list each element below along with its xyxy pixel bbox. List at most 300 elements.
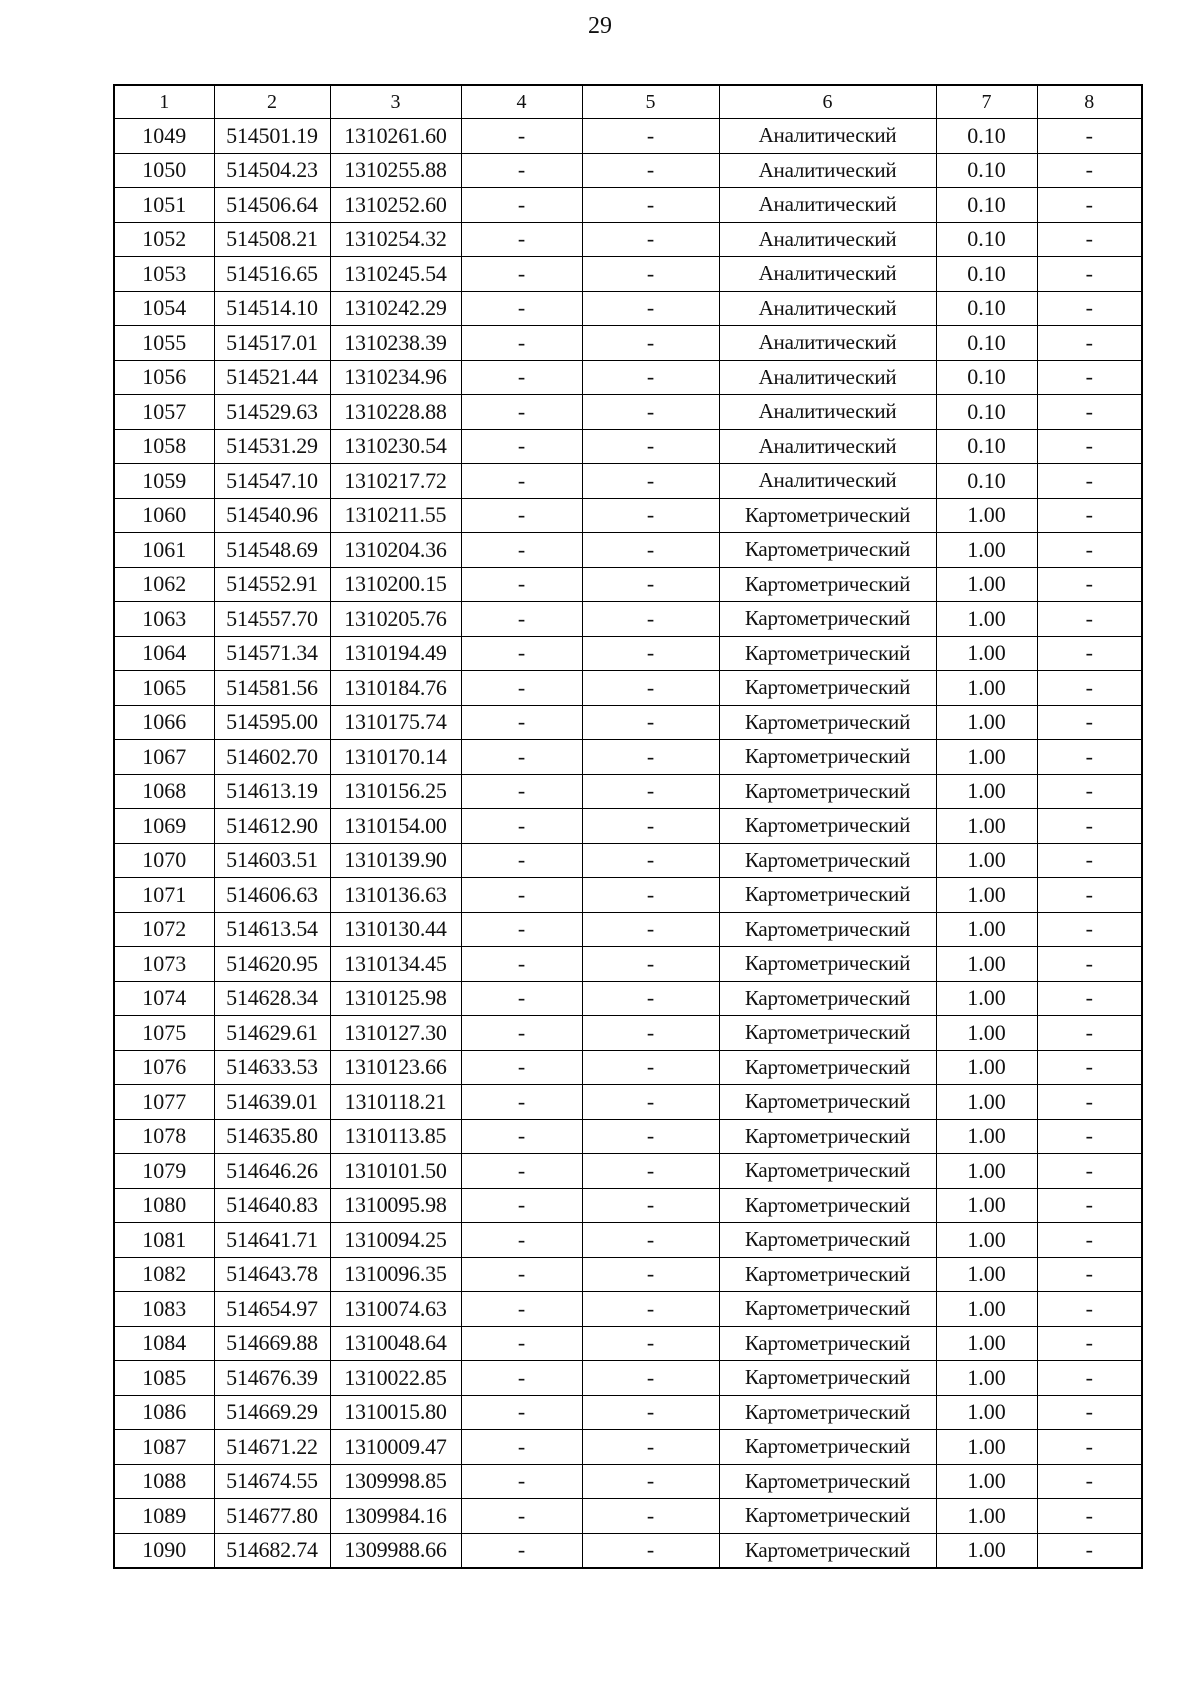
column-4-cell: - [461, 1016, 582, 1051]
x-coordinate-cell: 514501.19 [214, 119, 330, 154]
column-5-cell: - [582, 809, 719, 844]
y-coordinate-cell: 1310254.32 [330, 222, 461, 257]
x-coordinate-cell: 514506.64 [214, 188, 330, 223]
table-row [114, 1395, 1142, 1430]
column-5-cell: - [582, 878, 719, 913]
y-coordinate-cell: 1310252.60 [330, 188, 461, 223]
point-number-cell: 1084 [114, 1326, 214, 1361]
column-4-cell: - [461, 222, 582, 257]
table-row [114, 947, 1142, 982]
method-cell: Картометрический [719, 1326, 936, 1361]
method-cell: Картометрический [719, 1464, 936, 1499]
method-cell: Картометрический [719, 1361, 936, 1396]
method-cell: Аналитический [719, 291, 936, 326]
column-8-cell: - [1037, 809, 1142, 844]
y-coordinate-cell: 1310261.60 [330, 119, 461, 154]
column-5-cell: - [582, 153, 719, 188]
y-coordinate-cell: 1310096.35 [330, 1257, 461, 1292]
y-coordinate-cell: 1310113.85 [330, 1119, 461, 1154]
accuracy-cell: 1.00 [936, 1464, 1037, 1499]
x-coordinate-cell: 514571.34 [214, 636, 330, 671]
method-cell: Картометрический [719, 533, 936, 568]
y-coordinate-cell: 1310139.90 [330, 843, 461, 878]
method-cell: Аналитический [719, 464, 936, 499]
y-coordinate-cell: 1310130.44 [330, 912, 461, 947]
accuracy-cell: 1.00 [936, 1361, 1037, 1396]
x-coordinate-cell: 514628.34 [214, 981, 330, 1016]
column-5-cell: - [582, 1395, 719, 1430]
x-coordinate-cell: 514547.10 [214, 464, 330, 499]
y-coordinate-cell: 1309998.85 [330, 1464, 461, 1499]
column-5-cell: - [582, 1533, 719, 1568]
column-8-cell: - [1037, 1361, 1142, 1396]
accuracy-cell: 1.00 [936, 1085, 1037, 1120]
accuracy-cell: 1.00 [936, 567, 1037, 602]
column-4-cell: - [461, 1223, 582, 1258]
column-5-cell: - [582, 1430, 719, 1465]
point-number-cell: 1062 [114, 567, 214, 602]
column-8-cell: - [1037, 843, 1142, 878]
y-coordinate-cell: 1310094.25 [330, 1223, 461, 1258]
point-number-cell: 1083 [114, 1292, 214, 1327]
column-8-cell: - [1037, 878, 1142, 913]
column-5-cell: - [582, 636, 719, 671]
column-4-cell: - [461, 464, 582, 499]
column-5-cell: - [582, 981, 719, 1016]
y-coordinate-cell: 1310095.98 [330, 1188, 461, 1223]
table-row [114, 843, 1142, 878]
column-4-cell: - [461, 878, 582, 913]
method-cell: Аналитический [719, 395, 936, 430]
column-8-cell: - [1037, 360, 1142, 395]
column-4-cell: - [461, 1050, 582, 1085]
accuracy-cell: 1.00 [936, 1016, 1037, 1051]
column-8-cell: - [1037, 1395, 1142, 1430]
column-4-cell: - [461, 602, 582, 637]
table-row [114, 498, 1142, 533]
column-5-cell: - [582, 395, 719, 430]
x-coordinate-cell: 514669.29 [214, 1395, 330, 1430]
accuracy-cell: 1.00 [936, 636, 1037, 671]
table-row [114, 222, 1142, 257]
table-row [114, 326, 1142, 361]
table-row [114, 1016, 1142, 1051]
x-coordinate-cell: 514606.63 [214, 878, 330, 913]
column-5-cell: - [582, 533, 719, 568]
table-row [114, 257, 1142, 292]
column-5-cell: - [582, 602, 719, 637]
accuracy-cell: 1.00 [936, 740, 1037, 775]
point-number-cell: 1065 [114, 671, 214, 706]
accuracy-cell: 1.00 [936, 533, 1037, 568]
column-4-cell: - [461, 291, 582, 326]
column-header: 1 [114, 85, 214, 119]
x-coordinate-cell: 514508.21 [214, 222, 330, 257]
column-4-cell: - [461, 1430, 582, 1465]
column-8-cell: - [1037, 947, 1142, 982]
column-5-cell: - [582, 1154, 719, 1189]
x-coordinate-cell: 514613.54 [214, 912, 330, 947]
accuracy-cell: 0.10 [936, 291, 1037, 326]
y-coordinate-cell: 1310156.25 [330, 774, 461, 809]
column-4-cell: - [461, 705, 582, 740]
point-number-cell: 1071 [114, 878, 214, 913]
x-coordinate-cell: 514633.53 [214, 1050, 330, 1085]
accuracy-cell: 1.00 [936, 1533, 1037, 1568]
point-number-cell: 1063 [114, 602, 214, 637]
column-8-cell: - [1037, 188, 1142, 223]
column-5-cell: - [582, 1016, 719, 1051]
accuracy-cell: 1.00 [936, 602, 1037, 637]
x-coordinate-cell: 514629.61 [214, 1016, 330, 1051]
column-5-cell: - [582, 464, 719, 499]
column-5-cell: - [582, 1119, 719, 1154]
y-coordinate-cell: 1310101.50 [330, 1154, 461, 1189]
column-4-cell: - [461, 429, 582, 464]
column-5-cell: - [582, 326, 719, 361]
column-5-cell: - [582, 671, 719, 706]
point-number-cell: 1069 [114, 809, 214, 844]
method-cell: Картометрический [719, 1188, 936, 1223]
y-coordinate-cell: 1310242.29 [330, 291, 461, 326]
point-number-cell: 1050 [114, 153, 214, 188]
accuracy-cell: 0.10 [936, 119, 1037, 154]
point-number-cell: 1086 [114, 1395, 214, 1430]
accuracy-cell: 1.00 [936, 981, 1037, 1016]
column-4-cell: - [461, 843, 582, 878]
accuracy-cell: 1.00 [936, 878, 1037, 913]
accuracy-cell: 0.10 [936, 429, 1037, 464]
x-coordinate-cell: 514641.71 [214, 1223, 330, 1258]
x-coordinate-cell: 514646.26 [214, 1154, 330, 1189]
point-number-cell: 1061 [114, 533, 214, 568]
method-cell: Аналитический [719, 119, 936, 154]
method-cell: Аналитический [719, 326, 936, 361]
x-coordinate-cell: 514548.69 [214, 533, 330, 568]
column-5-cell: - [582, 429, 719, 464]
method-cell: Картометрический [719, 981, 936, 1016]
column-8-cell: - [1037, 1085, 1142, 1120]
column-5-cell: - [582, 567, 719, 602]
table-row [114, 1188, 1142, 1223]
method-cell: Картометрический [719, 1154, 936, 1189]
method-cell: Аналитический [719, 188, 936, 223]
accuracy-cell: 1.00 [936, 1257, 1037, 1292]
accuracy-cell: 1.00 [936, 705, 1037, 740]
column-5-cell: - [582, 705, 719, 740]
table-row [114, 188, 1142, 223]
column-5-cell: - [582, 1050, 719, 1085]
column-header: 5 [582, 85, 719, 119]
column-4-cell: - [461, 1154, 582, 1189]
table-body [114, 119, 1142, 1569]
column-5-cell: - [582, 119, 719, 154]
table-row [114, 912, 1142, 947]
y-coordinate-cell: 1310009.47 [330, 1430, 461, 1465]
x-coordinate-cell: 514671.22 [214, 1430, 330, 1465]
y-coordinate-cell: 1310184.76 [330, 671, 461, 706]
column-4-cell: - [461, 1292, 582, 1327]
x-coordinate-cell: 514517.01 [214, 326, 330, 361]
y-coordinate-cell: 1310154.00 [330, 809, 461, 844]
column-4-cell: - [461, 1464, 582, 1499]
point-number-cell: 1064 [114, 636, 214, 671]
column-8-cell: - [1037, 1119, 1142, 1154]
x-coordinate-cell: 514635.80 [214, 1119, 330, 1154]
accuracy-cell: 1.00 [936, 671, 1037, 706]
point-number-cell: 1088 [114, 1464, 214, 1499]
column-8-cell: - [1037, 464, 1142, 499]
method-cell: Картометрический [719, 843, 936, 878]
point-number-cell: 1076 [114, 1050, 214, 1085]
table-row [114, 1533, 1142, 1568]
x-coordinate-cell: 514581.56 [214, 671, 330, 706]
table-row [114, 119, 1142, 154]
method-cell: Картометрический [719, 947, 936, 982]
point-number-cell: 1090 [114, 1533, 214, 1568]
x-coordinate-cell: 514540.96 [214, 498, 330, 533]
method-cell: Картометрический [719, 705, 936, 740]
y-coordinate-cell: 1310211.55 [330, 498, 461, 533]
y-coordinate-cell: 1310118.21 [330, 1085, 461, 1120]
column-4-cell: - [461, 774, 582, 809]
point-number-cell: 1068 [114, 774, 214, 809]
column-5-cell: - [582, 498, 719, 533]
column-5-cell: - [582, 740, 719, 775]
column-8-cell: - [1037, 395, 1142, 430]
table-row [114, 1154, 1142, 1189]
table-row [114, 153, 1142, 188]
accuracy-cell: 1.00 [936, 912, 1037, 947]
accuracy-cell: 0.10 [936, 257, 1037, 292]
table-row [114, 395, 1142, 430]
column-8-cell: - [1037, 1533, 1142, 1568]
column-5-cell: - [582, 1257, 719, 1292]
accuracy-cell: 1.00 [936, 1395, 1037, 1430]
x-coordinate-cell: 514613.19 [214, 774, 330, 809]
method-cell: Картометрический [719, 1430, 936, 1465]
table-row [114, 360, 1142, 395]
column-4-cell: - [461, 1499, 582, 1534]
column-4-cell: - [461, 1395, 582, 1430]
column-8-cell: - [1037, 119, 1142, 154]
point-number-cell: 1054 [114, 291, 214, 326]
column-4-cell: - [461, 947, 582, 982]
table-row [114, 878, 1142, 913]
accuracy-cell: 0.10 [936, 153, 1037, 188]
accuracy-cell: 0.10 [936, 222, 1037, 257]
y-coordinate-cell: 1310230.54 [330, 429, 461, 464]
column-5-cell: - [582, 1223, 719, 1258]
column-8-cell: - [1037, 602, 1142, 637]
column-8-cell: - [1037, 498, 1142, 533]
method-cell: Картометрический [719, 1292, 936, 1327]
point-number-cell: 1085 [114, 1361, 214, 1396]
column-5-cell: - [582, 1499, 719, 1534]
x-coordinate-cell: 514595.00 [214, 705, 330, 740]
y-coordinate-cell: 1309988.66 [330, 1533, 461, 1568]
column-4-cell: - [461, 671, 582, 706]
method-cell: Картометрический [719, 1085, 936, 1120]
point-number-cell: 1057 [114, 395, 214, 430]
column-8-cell: - [1037, 326, 1142, 361]
column-8-cell: - [1037, 705, 1142, 740]
y-coordinate-cell: 1310134.45 [330, 947, 461, 982]
column-5-cell: - [582, 1464, 719, 1499]
column-4-cell: - [461, 326, 582, 361]
point-number-cell: 1059 [114, 464, 214, 499]
table-row [114, 981, 1142, 1016]
column-4-cell: - [461, 981, 582, 1016]
method-cell: Аналитический [719, 360, 936, 395]
method-cell: Картометрический [719, 1223, 936, 1258]
y-coordinate-cell: 1310205.76 [330, 602, 461, 637]
accuracy-cell: 1.00 [936, 498, 1037, 533]
column-4-cell: - [461, 1361, 582, 1396]
x-coordinate-cell: 514676.39 [214, 1361, 330, 1396]
y-coordinate-cell: 1310245.54 [330, 257, 461, 292]
method-cell: Аналитический [719, 153, 936, 188]
y-coordinate-cell: 1310136.63 [330, 878, 461, 913]
column-8-cell: - [1037, 1223, 1142, 1258]
column-header: 7 [936, 85, 1037, 119]
method-cell: Картометрический [719, 602, 936, 637]
point-number-cell: 1075 [114, 1016, 214, 1051]
y-coordinate-cell: 1310175.74 [330, 705, 461, 740]
column-4-cell: - [461, 188, 582, 223]
point-number-cell: 1089 [114, 1499, 214, 1534]
column-header: 8 [1037, 85, 1142, 119]
y-coordinate-cell: 1310217.72 [330, 464, 461, 499]
column-8-cell: - [1037, 774, 1142, 809]
method-cell: Картометрический [719, 1533, 936, 1568]
x-coordinate-cell: 514682.74 [214, 1533, 330, 1568]
x-coordinate-cell: 514552.91 [214, 567, 330, 602]
x-coordinate-cell: 514504.23 [214, 153, 330, 188]
y-coordinate-cell: 1309984.16 [330, 1499, 461, 1534]
table-row [114, 602, 1142, 637]
point-number-cell: 1058 [114, 429, 214, 464]
method-cell: Картометрический [719, 567, 936, 602]
x-coordinate-cell: 514677.80 [214, 1499, 330, 1534]
table-row [114, 774, 1142, 809]
x-coordinate-cell: 514602.70 [214, 740, 330, 775]
column-8-cell: - [1037, 222, 1142, 257]
column-8-cell: - [1037, 567, 1142, 602]
y-coordinate-cell: 1310200.15 [330, 567, 461, 602]
point-number-cell: 1067 [114, 740, 214, 775]
column-header: 3 [330, 85, 461, 119]
column-5-cell: - [582, 774, 719, 809]
point-number-cell: 1053 [114, 257, 214, 292]
column-header: 4 [461, 85, 582, 119]
method-cell: Картометрический [719, 912, 936, 947]
point-number-cell: 1066 [114, 705, 214, 740]
x-coordinate-cell: 514654.97 [214, 1292, 330, 1327]
column-4-cell: - [461, 1257, 582, 1292]
point-number-cell: 1073 [114, 947, 214, 982]
table-row [114, 740, 1142, 775]
point-number-cell: 1070 [114, 843, 214, 878]
y-coordinate-cell: 1310194.49 [330, 636, 461, 671]
method-cell: Картометрический [719, 1119, 936, 1154]
column-8-cell: - [1037, 740, 1142, 775]
y-coordinate-cell: 1310170.14 [330, 740, 461, 775]
column-4-cell: - [461, 1085, 582, 1120]
x-coordinate-cell: 514603.51 [214, 843, 330, 878]
column-4-cell: - [461, 360, 582, 395]
method-cell: Картометрический [719, 1050, 936, 1085]
x-coordinate-cell: 514674.55 [214, 1464, 330, 1499]
accuracy-cell: 0.10 [936, 464, 1037, 499]
y-coordinate-cell: 1310125.98 [330, 981, 461, 1016]
column-8-cell: - [1037, 1257, 1142, 1292]
table-row [114, 533, 1142, 568]
accuracy-cell: 1.00 [936, 1050, 1037, 1085]
accuracy-cell: 0.10 [936, 326, 1037, 361]
point-number-cell: 1074 [114, 981, 214, 1016]
column-4-cell: - [461, 1326, 582, 1361]
x-coordinate-cell: 514639.01 [214, 1085, 330, 1120]
accuracy-cell: 1.00 [936, 1430, 1037, 1465]
column-4-cell: - [461, 257, 582, 292]
table-row [114, 1085, 1142, 1120]
x-coordinate-cell: 514669.88 [214, 1326, 330, 1361]
page-number: 29 [588, 13, 612, 39]
point-number-cell: 1077 [114, 1085, 214, 1120]
y-coordinate-cell: 1310234.96 [330, 360, 461, 395]
point-number-cell: 1055 [114, 326, 214, 361]
y-coordinate-cell: 1310074.63 [330, 1292, 461, 1327]
column-5-cell: - [582, 222, 719, 257]
point-number-cell: 1087 [114, 1430, 214, 1465]
x-coordinate-cell: 514529.63 [214, 395, 330, 430]
method-cell: Картометрический [719, 774, 936, 809]
table-row [114, 1326, 1142, 1361]
y-coordinate-cell: 1310022.85 [330, 1361, 461, 1396]
x-coordinate-cell: 514557.70 [214, 602, 330, 637]
method-cell: Картометрический [719, 1499, 936, 1534]
column-header: 2 [214, 85, 330, 119]
column-5-cell: - [582, 188, 719, 223]
column-8-cell: - [1037, 1154, 1142, 1189]
column-5-cell: - [582, 360, 719, 395]
point-number-cell: 1081 [114, 1223, 214, 1258]
column-8-cell: - [1037, 1016, 1142, 1051]
column-5-cell: - [582, 1361, 719, 1396]
coordinates-table [113, 84, 1143, 1569]
x-coordinate-cell: 514521.44 [214, 360, 330, 395]
table-row [114, 567, 1142, 602]
column-4-cell: - [461, 809, 582, 844]
column-header: 6 [719, 85, 936, 119]
column-5-cell: - [582, 291, 719, 326]
accuracy-cell: 0.10 [936, 395, 1037, 430]
column-8-cell: - [1037, 1292, 1142, 1327]
table-row [114, 1119, 1142, 1154]
column-4-cell: - [461, 636, 582, 671]
table-header-row [114, 85, 1142, 119]
x-coordinate-cell: 514612.90 [214, 809, 330, 844]
column-4-cell: - [461, 153, 582, 188]
accuracy-cell: 1.00 [936, 947, 1037, 982]
y-coordinate-cell: 1310015.80 [330, 1395, 461, 1430]
y-coordinate-cell: 1310255.88 [330, 153, 461, 188]
table-row [114, 1292, 1142, 1327]
method-cell: Картометрический [719, 809, 936, 844]
column-8-cell: - [1037, 533, 1142, 568]
column-8-cell: - [1037, 1430, 1142, 1465]
